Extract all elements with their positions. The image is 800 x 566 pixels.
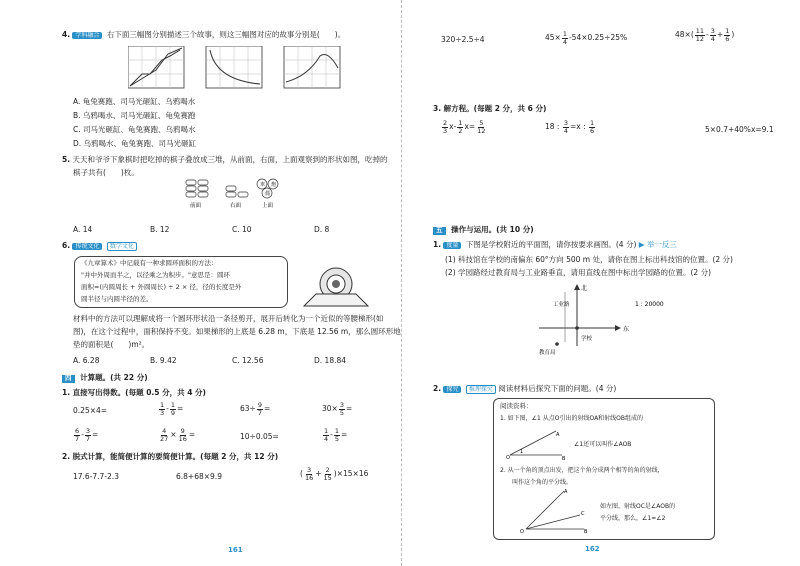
map-road-label: 工业路 bbox=[553, 302, 570, 308]
p1-sub-1: (1) 科技馆在学校的南偏东 60°方向 500 m 处，请你在图上标出科技馆的位置。(2 分) bbox=[445, 255, 733, 264]
q4-header bbox=[62, 30, 345, 39]
q6-number: 6. bbox=[62, 241, 71, 250]
q5-view-front: 前面 bbox=[190, 203, 202, 209]
c1-item-3: 63÷ $\frac{9}{7}$ = bbox=[240, 401, 271, 417]
p1-hint: ▶ 举一反三 bbox=[638, 240, 677, 249]
q6-para-1: 材料中的方法可以理解成将一个圆环形状沿一条径剪开，展开后转化为一个近似的等腰梯形(如 bbox=[73, 314, 384, 323]
c1-item-5: $\frac{6}{7}$ - $\frac{3}{7}$ = bbox=[75, 427, 99, 443]
q5-line1 bbox=[62, 155, 387, 164]
page-number-left: 161 bbox=[228, 546, 243, 554]
section-5-title: 操作与运用。(共 10 分) bbox=[451, 225, 534, 234]
p2-angle-aob bbox=[506, 427, 566, 461]
c1-item-1: 0.25×4= bbox=[73, 406, 108, 415]
p2-tag: 探究 bbox=[443, 386, 461, 393]
q6-para-3: 垫的面积是( )m²。 bbox=[73, 340, 150, 349]
section-4-badge: 四 bbox=[62, 375, 75, 383]
c2-item-1: 17.6-7.7-2.3 bbox=[73, 472, 119, 481]
p2-box-line-1: 1. 如下图，∠1 从点O引出的射线OA和射线OB组成的 bbox=[500, 415, 644, 422]
p1-text: 下图是学校附近的平面图，请你按要求画图。(4 分) bbox=[465, 240, 637, 249]
c1-item-6: $\frac{4}{27}$ × $\frac{9}{16}$ = bbox=[160, 427, 196, 443]
q4-graphs bbox=[128, 46, 348, 92]
q5-piece-1: 車 bbox=[260, 182, 266, 188]
section-4-header bbox=[62, 373, 148, 383]
p2-box-line-5: 如左图，射线OC是∠AOB的 bbox=[600, 503, 676, 510]
svg-text:A: A bbox=[564, 489, 568, 495]
q6-header bbox=[62, 241, 137, 251]
map-east-label: 东 bbox=[623, 326, 630, 333]
c2-item-6: 48×( $\frac{11}{12}$ - $\frac{3}{4}$ + $\frac{1}{6}$ ) bbox=[675, 27, 735, 43]
map-school-label: 学校 bbox=[581, 336, 593, 342]
c2-title: 2. 脱式计算，能简便计算的要简便计算。(每题 2 分，共 12 分) bbox=[62, 452, 279, 461]
c3-item-3: 5×0.7+40%x=9.1 bbox=[705, 125, 774, 134]
q6-box-line-1: 《九章算术》中记载有一种求圆环面积的方法： bbox=[81, 259, 218, 267]
c1-item-2: $\frac{1}{3}$ - $\frac{1}{9}$ = bbox=[160, 401, 184, 417]
p2-box-line-6: 平分线，那么，∠1=∠2 bbox=[600, 515, 666, 522]
c1-title: 1. 直接写出得数。(每题 0.5 分，共 4 分) bbox=[62, 388, 206, 397]
q5-number: 5. bbox=[62, 155, 71, 164]
right-page bbox=[405, 0, 800, 566]
page-gutter bbox=[401, 0, 403, 566]
q6-box-line-2: "并中外周而半之，以径乘之为积步。"意思是：圆环 bbox=[81, 271, 230, 279]
p2-angle-bisector bbox=[520, 485, 590, 535]
p2-box-line-4: 叫作这个角的平分线。 bbox=[512, 479, 573, 486]
q6-option-c: C. 12.56 bbox=[232, 356, 264, 365]
q5-views bbox=[180, 178, 290, 210]
q4-text: 右下面三幅图分别描述三个故事，则这三幅图对应的故事分别是( )。 bbox=[106, 30, 346, 39]
svg-text:O: O bbox=[506, 455, 510, 461]
c2-item-2: 6.8+68×9.9 bbox=[176, 472, 222, 481]
p2-text: 阅读材料后探究下面的问题。(4 分) bbox=[498, 384, 617, 393]
section-5-badge: 五 bbox=[433, 227, 446, 235]
q6-para-2: 图)，在这个过程中，面积保持不变。如果梯形的上底是 6.28 m，下底是 12.56 m，那么圆环形地 bbox=[73, 327, 401, 336]
svg-text:1: 1 bbox=[520, 449, 524, 455]
q4-option-c: C. 司马光砸缸、龟兔赛跑、乌鸦喝水 bbox=[73, 125, 196, 134]
p2-box-line-3: 2. 从一个角的顶点出发，把这个角分成两个相等的角的射线， bbox=[500, 467, 664, 474]
p2-box-line-2: ∠1还可以叫作∠AOB bbox=[574, 441, 632, 448]
q5-piece-3: 傌 bbox=[265, 191, 271, 197]
c1-item-8: $\frac{1}{4}$ - $\frac{1}{5}$ = bbox=[324, 427, 348, 443]
svg-text:C: C bbox=[581, 511, 585, 517]
q5-option-b: B. 12 bbox=[150, 225, 170, 234]
q5-view-top: 上面 bbox=[262, 203, 274, 209]
c2-item-4: 320÷2.5÷4 bbox=[441, 35, 485, 44]
q6-tag-label: 数学文化 bbox=[107, 242, 137, 251]
q5-view-right: 右面 bbox=[230, 203, 242, 209]
q6-tag: 传统文化 bbox=[72, 243, 102, 250]
c3-title: 3. 解方程。(每题 2 分，共 6 分) bbox=[433, 104, 547, 113]
q4-option-d: D. 乌鸦喝水、龟兔赛跑、司马光砸缸 bbox=[73, 139, 197, 148]
p1-sub-2: (2) 学园路经过教育局与工业路垂直，请用直线在图中标出学园路的位置。(2 分) bbox=[445, 268, 712, 277]
map-scale-label: 1 : 20000 bbox=[635, 301, 664, 308]
q4-tag: 学科融合 bbox=[72, 32, 102, 39]
q6-option-b: B. 9.42 bbox=[150, 356, 177, 365]
svg-text:B: B bbox=[584, 529, 588, 535]
q5-option-c: C. 10 bbox=[232, 225, 252, 234]
p1-number: 1. bbox=[433, 240, 442, 249]
p2-tag-label: 推理探究 bbox=[466, 385, 496, 394]
c2-item-3: ( $\frac{3}{16}$ + $\frac{2}{15}$ )×15×16 bbox=[300, 466, 369, 482]
q5-option-d: D. 8 bbox=[314, 225, 330, 234]
map-bureau-label: 教育局 bbox=[539, 350, 556, 356]
q6-option-a: A. 6.28 bbox=[73, 356, 100, 365]
p2-header bbox=[433, 384, 616, 394]
map-north-label: 北 bbox=[581, 285, 588, 292]
q5-line2: 棋子共有( )枚。 bbox=[73, 168, 139, 177]
p2-box-title: 阅读资料： bbox=[500, 402, 533, 410]
q6-quote-box bbox=[74, 256, 288, 308]
q5-option-a: A. 14 bbox=[73, 225, 93, 234]
p2-number: 2. bbox=[433, 384, 442, 393]
p1-tag: 度量 bbox=[443, 242, 461, 249]
section-4-title: 计算题。(共 22 分) bbox=[80, 373, 148, 382]
page-number-right: 162 bbox=[585, 545, 600, 553]
c2-item-5: 45× $\frac{1}{4}$ -54×0.25÷25% bbox=[545, 30, 628, 46]
c3-item-1: $\frac{2}{3}$ x- $\frac{1}{2}$ x= $\frac{5}{12}$ bbox=[443, 119, 486, 135]
svg-text:A: A bbox=[556, 432, 560, 438]
svg-text:B: B bbox=[562, 456, 566, 461]
p1-header bbox=[433, 240, 677, 249]
q5-piece-2: 炮 bbox=[271, 182, 277, 188]
c3-item-2: 18 : $\frac{3}{4}$ =x : $\frac{1}{6}$ bbox=[545, 119, 595, 135]
section-5-header bbox=[433, 225, 534, 235]
c1-item-7: 10÷0.05= bbox=[240, 432, 279, 441]
q4-option-b: B. 乌鸦喝水、司马光砸缸、龟兔赛跑 bbox=[73, 111, 196, 120]
p1-map bbox=[535, 282, 695, 356]
q4-number: 4. bbox=[62, 30, 71, 39]
q4-option-a: A. 龟兔赛跑、司马光砸缸、乌鸦喝水 bbox=[73, 97, 196, 106]
q6-option-d: D. 18.84 bbox=[314, 356, 347, 365]
q6-box-line-4: 圆半径与内圆半径的差。 bbox=[81, 295, 153, 303]
p2-reading-box bbox=[493, 398, 715, 540]
c1-item-4: 30× $\frac{3}{5}$ = bbox=[322, 401, 353, 417]
svg-text:O: O bbox=[520, 529, 524, 535]
q6-ring-illustration bbox=[298, 262, 374, 310]
q5-text: 天天和爷爷下象棋时把吃掉的棋子叠放成三堆，从前面，右面，上面观察到的形状如图，吃掉的 bbox=[72, 155, 388, 164]
q6-box-line-3: 面积=(内圆周长 + 外圆周长) ÷ 2 × 径，径的长度是外 bbox=[81, 283, 242, 291]
